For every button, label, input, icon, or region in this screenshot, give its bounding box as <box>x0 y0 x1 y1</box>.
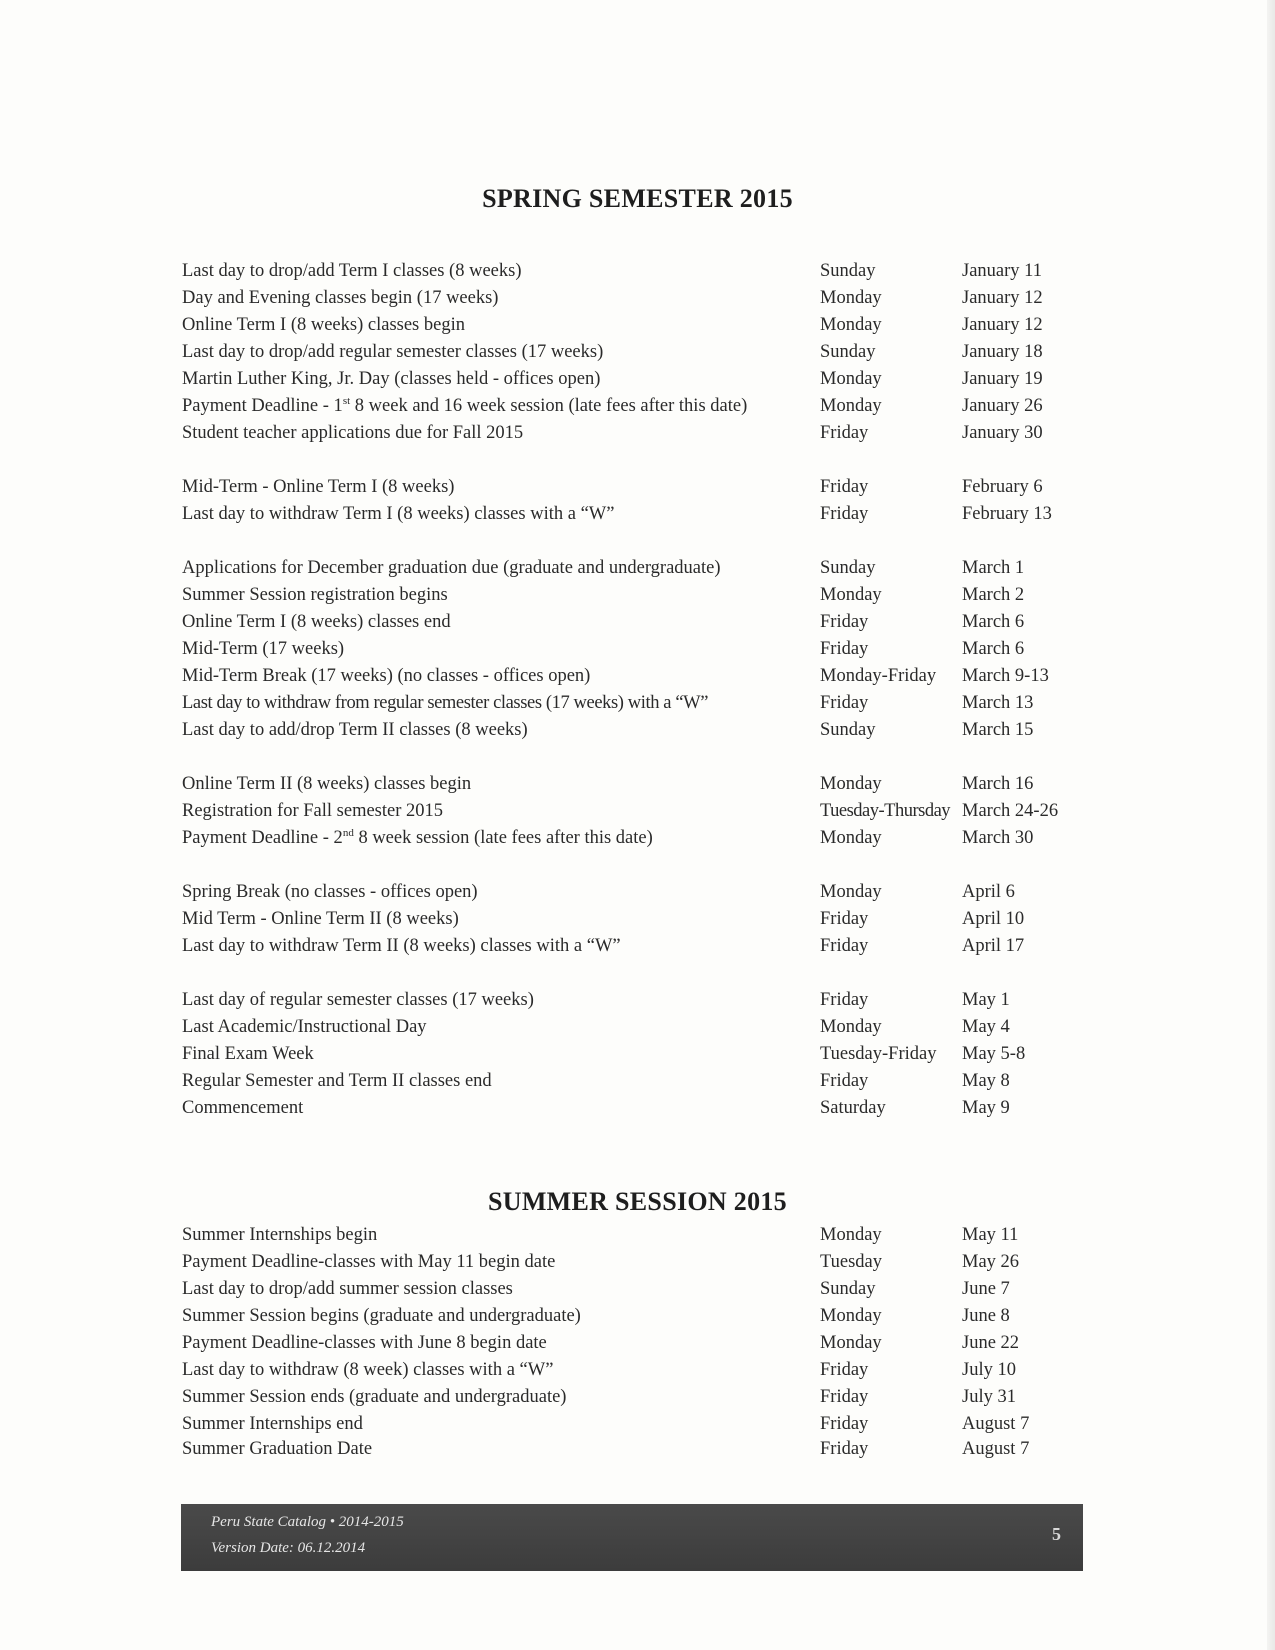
event-text: Summer Session registration begins <box>182 585 448 605</box>
event-text: Mid-Term - Online Term I (8 weeks) <box>182 477 455 497</box>
event-text: Registration for Fall semester 2015 <box>182 801 444 821</box>
calendar-row <box>0 339 1275 366</box>
footer-version-date: Version Date: 06.12.2014 <box>211 1540 366 1556</box>
event-date: May 5-8 <box>962 1044 1026 1064</box>
event-date: March 1 <box>962 558 1025 578</box>
event-day: Sunday <box>820 261 876 281</box>
event-text <box>182 825 653 852</box>
event-day: Monday-Friday <box>820 666 937 686</box>
event-text: Final Exam Week <box>182 1044 314 1064</box>
calendar-row <box>0 1330 1275 1357</box>
calendar-row <box>0 798 1275 825</box>
event-text: Mid Term - Online Term II (8 weeks) <box>182 909 459 929</box>
event-day: Monday <box>820 585 882 605</box>
event-day: Monday <box>820 369 882 389</box>
ordinal-suffix: st <box>342 394 351 407</box>
event-day: Friday <box>820 693 869 713</box>
event-day: Friday <box>820 1360 869 1380</box>
event-day: Friday <box>820 423 869 443</box>
event-date: June 7 <box>962 1279 1010 1299</box>
event-text: Last day to drop/add summer session classes <box>182 1279 513 1299</box>
calendar-row <box>0 555 1275 582</box>
spring-semester-title: SPRING SEMESTER 2015 <box>482 184 793 213</box>
event-text-part: 8 week and 16 week session (late fees after this date) <box>350 396 748 416</box>
event-date: May 26 <box>962 1252 1020 1272</box>
event-day: Monday <box>820 396 882 416</box>
event-day: Sunday <box>820 720 876 740</box>
calendar-row <box>0 1222 1275 1249</box>
event-date: August 7 <box>962 1439 1030 1459</box>
event-date: January 12 <box>962 315 1043 335</box>
event-text: Spring Break (no classes - offices open) <box>182 882 478 902</box>
event-text-part: Payment Deadline - 1 <box>182 396 343 416</box>
event-text: Last day to add/drop Term II classes (8 weeks) <box>182 720 528 740</box>
event-day: Friday <box>820 1387 869 1407</box>
event-date: March 16 <box>962 774 1034 794</box>
event-text-part: Payment Deadline - 2 <box>182 828 343 848</box>
event-date: February 6 <box>962 477 1043 497</box>
calendar-row <box>0 1095 1275 1122</box>
event-text-part: 8 week session (late fees after this date) <box>353 828 653 848</box>
event-text: Summer Graduation Date <box>182 1439 373 1459</box>
event-day: Monday <box>820 828 882 848</box>
event-text: Summer Session begins (graduate and undergraduate) <box>182 1306 581 1326</box>
calendar-row <box>0 420 1275 447</box>
calendar-row <box>0 393 1275 420</box>
event-date: July 10 <box>962 1360 1016 1380</box>
event-text: Mid-Term Break (17 weeks) (no classes - offices open) <box>182 666 591 686</box>
event-day: Friday <box>820 936 869 956</box>
calendar-row <box>0 258 1275 285</box>
event-day: Tuesday-Thursday <box>820 801 951 821</box>
event-text: Student teacher applications due for Fall 2015 <box>182 423 524 443</box>
calendar-row <box>0 312 1275 339</box>
event-text: Day and Evening classes begin (17 weeks) <box>182 288 499 308</box>
event-text: Martin Luther King, Jr. Day (classes held - offices open) <box>182 369 601 389</box>
calendar-row <box>0 825 1275 852</box>
event-text: Last day to drop/add Term I classes (8 weeks) <box>182 261 522 281</box>
event-day: Monday <box>820 1017 882 1037</box>
event-date: April 6 <box>962 882 1015 902</box>
event-date: March 6 <box>962 639 1025 659</box>
event-date: March 2 <box>962 585 1025 605</box>
event-date: March 13 <box>962 693 1034 713</box>
event-day: Monday <box>820 1225 882 1245</box>
event-text: Payment Deadline-classes with June 8 begin date <box>182 1333 547 1353</box>
event-day: Saturday <box>820 1098 886 1118</box>
event-day: Friday <box>820 1414 869 1434</box>
event-day: Sunday <box>820 342 876 362</box>
event-day: Sunday <box>820 1279 876 1299</box>
calendar-row <box>0 690 1275 717</box>
summer-session-title: SUMMER SESSION 2015 <box>488 1187 787 1216</box>
event-day: Friday <box>820 639 869 659</box>
calendar-row <box>0 1384 1275 1411</box>
event-date: July 31 <box>962 1387 1016 1407</box>
event-text: Last day to withdraw Term II (8 weeks) classes with a “W” <box>182 936 621 956</box>
event-day: Monday <box>820 882 882 902</box>
event-date: May 11 <box>962 1225 1019 1245</box>
ordinal-suffix: nd <box>342 826 354 839</box>
event-date: August 7 <box>962 1414 1030 1434</box>
event-text: Summer Internships end <box>182 1414 363 1434</box>
event-day: Monday <box>820 288 882 308</box>
calendar-row <box>0 474 1275 501</box>
event-day: Monday <box>820 315 882 335</box>
calendar-row <box>0 1068 1275 1095</box>
event-text: Regular Semester and Term II classes end <box>182 1071 492 1091</box>
event-day: Friday <box>820 504 869 524</box>
event-day: Monday <box>820 774 882 794</box>
event-date: June 22 <box>962 1333 1020 1353</box>
catalog-footer <box>181 1504 1083 1571</box>
calendar-row <box>0 609 1275 636</box>
calendar-row <box>0 717 1275 744</box>
footer-catalog-title: Peru State Catalog • 2014-2015 <box>211 1514 404 1530</box>
calendar-row <box>0 1041 1275 1068</box>
calendar-row <box>0 906 1275 933</box>
event-day: Sunday <box>820 558 876 578</box>
event-day: Friday <box>820 612 869 632</box>
calendar-row <box>0 636 1275 663</box>
event-text: Summer Session ends (graduate and undergraduate) <box>182 1387 567 1407</box>
calendar-row <box>0 663 1275 690</box>
event-date: June 8 <box>962 1306 1010 1326</box>
event-text: Online Term I (8 weeks) classes begin <box>182 315 465 335</box>
event-date: March 9-13 <box>962 666 1049 686</box>
event-text: Payment Deadline-classes with May 11 begin date <box>182 1252 556 1272</box>
event-text: Applications for December graduation due (graduate and undergraduate) <box>182 558 721 578</box>
event-date: January 30 <box>962 423 1043 443</box>
calendar-row <box>0 1411 1275 1438</box>
event-text: Online Term II (8 weeks) classes begin <box>182 774 472 794</box>
event-text: Commencement <box>182 1098 304 1118</box>
event-day: Friday <box>820 477 869 497</box>
calendar-row <box>0 501 1275 528</box>
event-day: Friday <box>820 990 869 1010</box>
calendar-row <box>0 1014 1275 1041</box>
calendar-row <box>0 1436 1275 1463</box>
calendar-row <box>0 771 1275 798</box>
event-date: March 6 <box>962 612 1025 632</box>
event-text: Last day to drop/add regular semester classes (17 weeks) <box>182 342 604 362</box>
event-text: Last day of regular semester classes (17 weeks) <box>182 990 534 1010</box>
event-date: January 11 <box>962 261 1042 281</box>
event-date: April 10 <box>962 909 1025 929</box>
event-day: Monday <box>820 1306 882 1326</box>
event-date: March 15 <box>962 720 1034 740</box>
event-date: March 30 <box>962 828 1034 848</box>
event-day: Tuesday-Friday <box>820 1044 937 1064</box>
event-text <box>182 393 747 420</box>
event-day: Friday <box>820 1071 869 1091</box>
event-day: Tuesday <box>820 1252 883 1272</box>
calendar-row <box>0 1357 1275 1384</box>
event-text: Mid-Term (17 weeks) <box>182 639 345 659</box>
event-date: May 1 <box>962 990 1010 1010</box>
calendar-row <box>0 1303 1275 1330</box>
calendar-row <box>0 285 1275 312</box>
calendar-row <box>0 1249 1275 1276</box>
event-date: May 8 <box>962 1071 1010 1091</box>
event-date: May 4 <box>962 1017 1010 1037</box>
event-text: Last day to withdraw Term I (8 weeks) classes with a “W” <box>182 504 615 524</box>
calendar-row <box>0 879 1275 906</box>
event-date: April 17 <box>962 936 1025 956</box>
calendar-row <box>0 987 1275 1014</box>
page-number: 5 <box>1052 1524 1061 1544</box>
event-date: January 18 <box>962 342 1043 362</box>
event-text: Last day to withdraw from regular semester classes (17 weeks) with a “W” <box>182 693 709 713</box>
event-text: Online Term I (8 weeks) classes end <box>182 612 451 632</box>
event-day: Friday <box>820 909 869 929</box>
event-day: Friday <box>820 1439 869 1459</box>
event-date: February 13 <box>962 504 1052 524</box>
event-day: Monday <box>820 1333 882 1353</box>
event-text: Last Academic/Instructional Day <box>182 1017 427 1037</box>
calendar-row <box>0 582 1275 609</box>
event-text: Summer Internships begin <box>182 1225 378 1245</box>
event-date: January 26 <box>962 396 1043 416</box>
event-text: Last day to withdraw (8 week) classes with a “W” <box>182 1360 554 1380</box>
calendar-row <box>0 1276 1275 1303</box>
event-date: May 9 <box>962 1098 1010 1118</box>
event-date: March 24-26 <box>962 801 1059 821</box>
event-date: January 12 <box>962 288 1043 308</box>
calendar-row <box>0 933 1275 960</box>
calendar-row <box>0 366 1275 393</box>
event-date: January 19 <box>962 369 1043 389</box>
